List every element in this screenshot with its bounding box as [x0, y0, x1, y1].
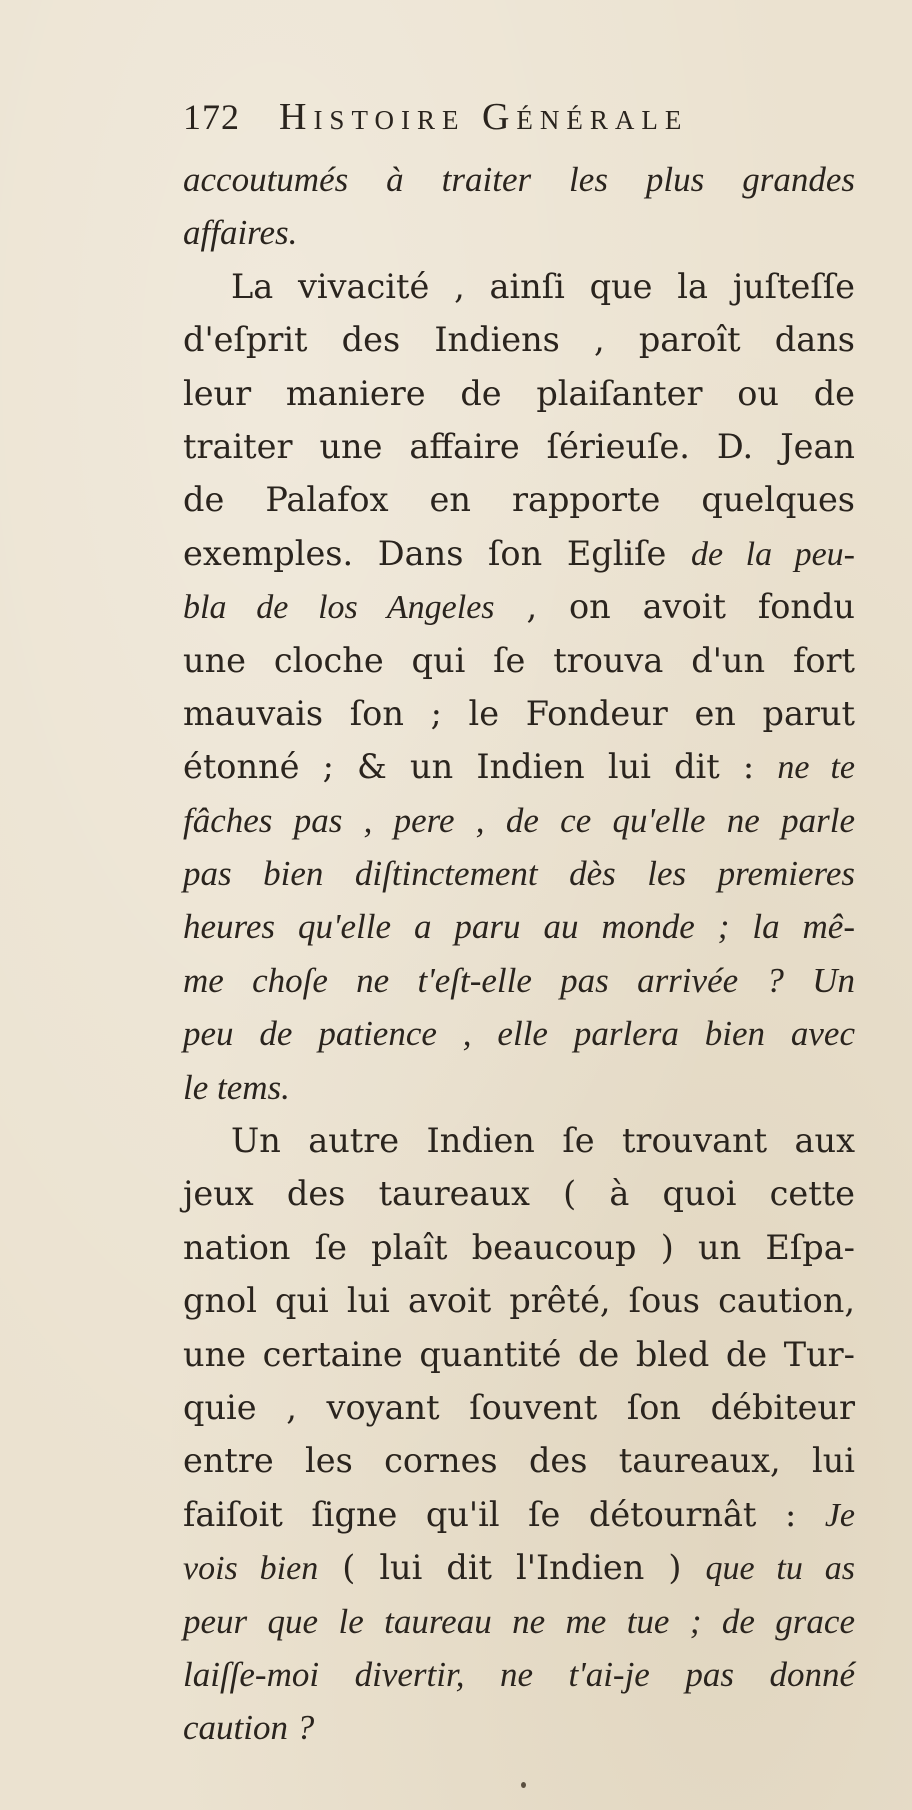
text-line [183, 1488, 855, 1541]
text-segment: faiſoit ſigne qu'il ſe détournât : [183, 1494, 797, 1534]
ink-speck [521, 1782, 526, 1788]
text-line: d'eſprit des Indiens , paroît dans [183, 320, 855, 360]
text-line: jeux des taureaux ( à quoi cette [183, 1174, 855, 1214]
page-text [183, 95, 855, 1755]
paragraph-start: Un autre Indien ſe trouvant aux [231, 1121, 855, 1161]
text-segment: exemples. Dans ſon Egliſe [183, 533, 667, 573]
text-line: accoutumés à traiter les plus grandes [183, 160, 855, 199]
text-line: gnol qui lui avoit prêté, ſous caution, [183, 1281, 855, 1321]
text-line: quie , voyant ſouvent ſon débiteur [183, 1387, 855, 1427]
text-line: affaires. [183, 213, 298, 253]
text-line: entre les cornes des taureaux, lui [183, 1441, 855, 1481]
text-line: peu de patience , elle parlera bien avec [183, 1014, 855, 1054]
text-line: une cloche qui ſe trouva d'un fort [183, 640, 855, 680]
text-segment: ( lui dit l'Indien ) [342, 1548, 682, 1588]
page-header [183, 95, 855, 153]
text-segment: étonné ; & un Indien lui dit : [183, 747, 755, 787]
text-line: peur que le taureau ne me tue ; de grace [183, 1601, 855, 1641]
italic-segment: de la peu- [691, 535, 856, 573]
text-line: de Palafox en rapporte quelques [183, 480, 855, 520]
italic-segment: ne te [777, 749, 855, 787]
text-line: le tems. [183, 1067, 290, 1107]
text-line: laiſſe-moi divertir, ne t'ai-je pas donné [183, 1654, 855, 1694]
italic-segment: vois bien [183, 1550, 319, 1588]
text-line: traiter une affaire ſérieuſe. D. Jean [183, 426, 855, 466]
paragraph-start: La vivacité , ainſi que la juſteſſe [231, 266, 855, 306]
text-line: pas bien diſtinctement dès les premieres [183, 854, 855, 894]
text-line: caution ? [183, 1708, 315, 1748]
page-number: 172 [183, 97, 240, 137]
italic-segment: que tu as [705, 1550, 855, 1588]
text-line: mauvais ſon ; le Fondeur en parut [183, 693, 855, 733]
text-line: heures qu'elle a paru au monde ; la mê- [183, 907, 855, 947]
running-head: Histoire Générale [279, 96, 689, 138]
text-line [183, 527, 855, 580]
italic-segment: Je [824, 1496, 855, 1534]
text-line: fâches pas , pere , de ce qu'elle ne parle [183, 800, 855, 840]
text-line: une certaine quantité de bled de Tur- [183, 1334, 855, 1374]
italic-segment: bla de los Angeles [183, 589, 495, 627]
text-line: nation ſe plaît beaucoup ) un Eſpa- [183, 1227, 855, 1267]
text-line [183, 1541, 855, 1594]
text-line [183, 740, 855, 793]
text-line: me choſe ne t'eſt-elle pas arrivée ? Un [183, 960, 855, 1000]
text-segment: , on avoit fondu [526, 587, 855, 627]
text-line: leur maniere de plaiſanter ou de [183, 373, 855, 413]
text-line [183, 580, 855, 633]
